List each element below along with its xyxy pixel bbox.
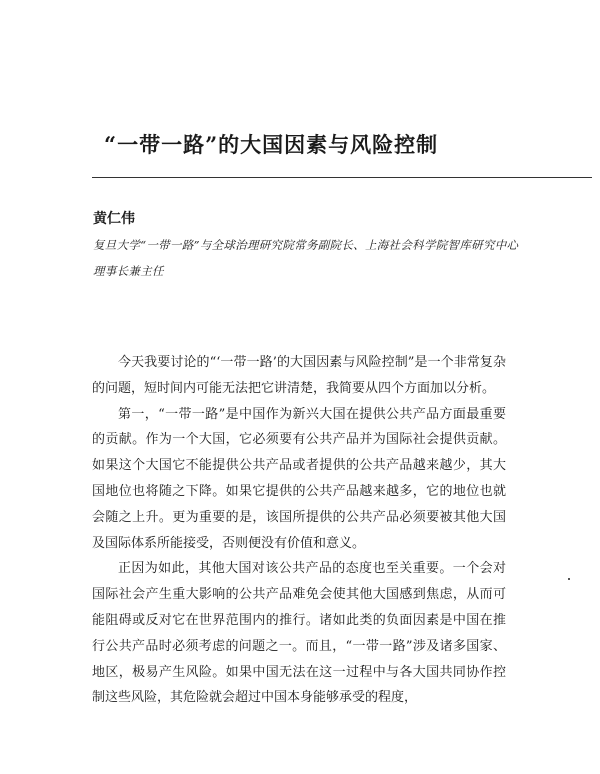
title-divider <box>92 177 592 178</box>
scan-speck <box>568 578 570 580</box>
author-affiliation: 复旦大学“一带一路”与全球治理研究院常务副院长、上海社会科学院智库研究中心理事长兼主任 <box>93 238 519 278</box>
paragraph: 第一，“一带一路”是中国作为新兴大国在提供公共产品方面最重要的贡献。作为一个大国，它必须要有公共产品并为国际社会提供贡献。如果这个大国它不能提供公共产品或者提供的公共产品越来越少，其大国地位也将随之下降。如果它提供的公共产品越来越多，它的地位也就会随之上升。更为重要的是，该国所提供的公共产品必须要被其他大国及国际体系所能接受，否则便没有价值和意义。 <box>92 406 506 551</box>
author-name: 黄仁伟 <box>93 211 135 227</box>
paragraph: 今天我要讨论的“‘一带一路’的大国因素与风险控制”是一个非常复杂的问题，短时间内可能无法把它讲清楚，我简要从四个方面加以分析。 <box>92 355 506 396</box>
article-title: “一带一路”的大国因素与风险控制 <box>104 132 439 157</box>
paragraph: 正因为如此，其他大国对该公共产品的态度也至关重要。一个会对国际社会产生重大影响的公共产品难免会使其他大国感到焦虑，从而可能阻碍或反对它在世界范围内的推行。诸如此类的负面因素是中国在推行公共产品时必须考虑的问题之一。而且，“一带一路”涉及诸多国家、地区，极易产生风险。如果中国无法在这一过程中与各大国共同协作控制这些风险，其危险就会超过中国本身能够承受的程度， <box>92 561 506 706</box>
article-body <box>92 350 506 711</box>
